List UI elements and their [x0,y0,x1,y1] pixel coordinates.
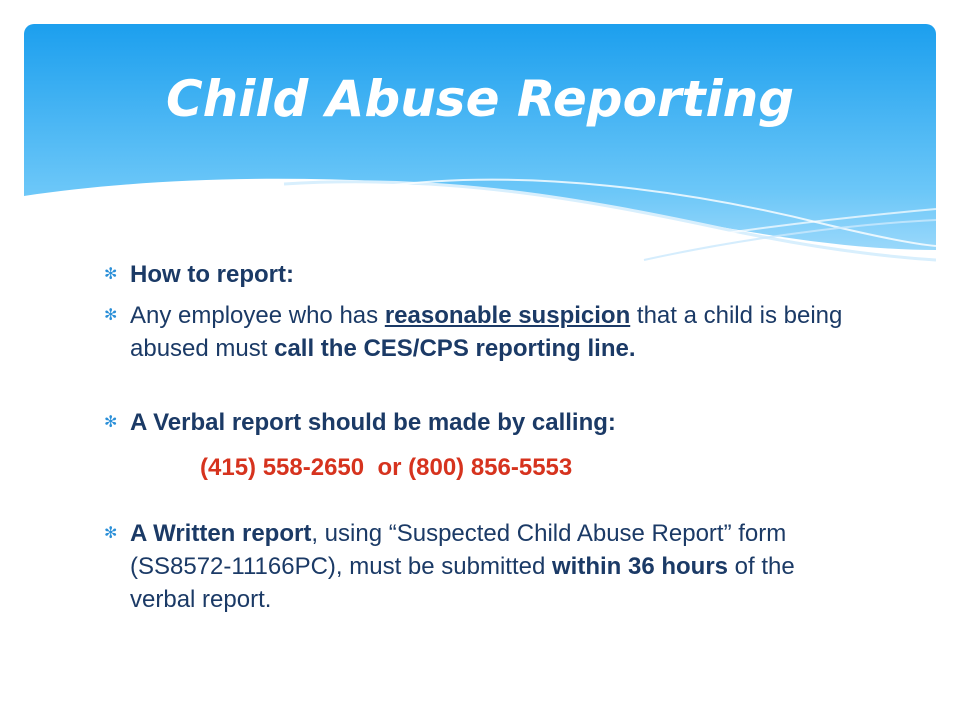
slide-title: Child Abuse Reporting [165,70,795,128]
bullet-icon: ✻ [104,266,118,283]
bullet-icon: ✻ [104,414,118,431]
written-text-2: , using “Suspected Child Abuse Report” form (SS8572-11166PC), must be submitted [130,520,787,580]
bullet-icon: ✻ [104,525,118,542]
employee-text-3: that a child is being abused must [130,302,843,362]
title-banner [24,24,936,264]
employee-text-1: Any employee who has [130,302,385,329]
slide-body [104,258,864,616]
reasonable-suspicion-text: reasonable suspicion [384,302,631,329]
phone-numbers: (415) 558-2650 or (800) 856-5553 [200,454,573,481]
written-text-4: of the verbal report. [130,553,795,613]
bullet-written-report [104,517,864,616]
verbal-report-heading: A Verbal report should be made by calling: [130,409,616,436]
bullet-how-to-report [104,258,864,291]
bullet-icon: ✻ [104,307,118,324]
within-36-hours-text: within 36 hours [552,553,729,580]
written-report-label: A Written report [130,520,312,547]
wave-decoration [24,24,936,264]
call-reporting-line-text: call the CES/CPS reporting line. [274,335,636,362]
bullet-employee-duty [104,299,864,365]
bullet-verbal-report [104,406,864,439]
how-to-report-heading: How to report: [130,261,294,288]
